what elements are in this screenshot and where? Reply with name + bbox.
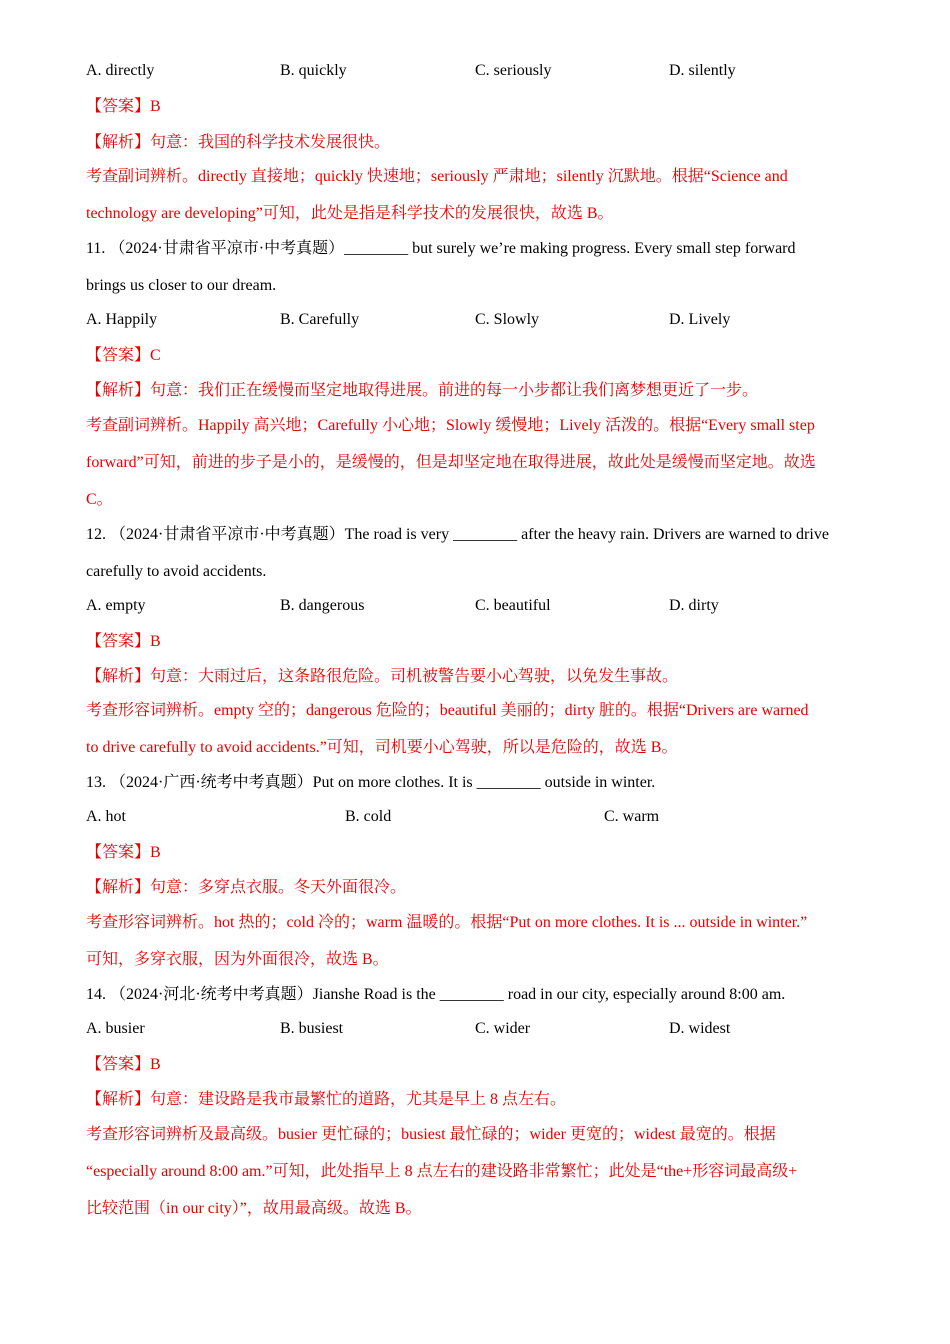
option-b: B. cold [345, 808, 392, 825]
option-c: C. warm [604, 808, 660, 825]
analysis-text: 考查形容词辨析及最高级。busier 更忙碌的；busiest 最忙碌的；wider 更宽的；widest 最宽的。根据 [86, 1126, 776, 1143]
translation-text: 【解析】句意：大雨过后，这条路很危险。司机被警告要小心驾驶，以免发生事故。 [86, 668, 679, 685]
option-d: D. silently [669, 62, 736, 79]
translation-text: 【解析】句意：我们正在缓慢而坚定地取得进展。前进的每一小步都让我们离梦想更近了一步。 [86, 382, 759, 399]
question-11-stem: brings us closer to our dream. [86, 277, 277, 294]
question-13-stem: 13. （2024·广西·统考中考真题）Put on more clothes. It is ________ outside in winter. [86, 774, 656, 791]
option-c: C. beautiful [475, 597, 551, 614]
analysis-text: forward”可知，前进的步子是小的，是缓慢的，但是却坚定地在取得进展，故此处是缓慢而坚定地。故选 [86, 454, 816, 471]
answer-label: 【答案】B [86, 1056, 161, 1073]
option-d: D. Lively [669, 311, 731, 328]
answer-label: 【答案】B [86, 633, 161, 650]
option-b: B. Carefully [280, 311, 360, 328]
answer-label: 【答案】B [86, 98, 161, 115]
analysis-text: 可知，多穿衣服，因为外面很冷，故选 B。 [86, 951, 389, 968]
analysis-text: 比较范围（in our city）”，故用最高级。故选 B。 [86, 1200, 422, 1217]
option-a: A. busier [86, 1020, 145, 1037]
option-c: C. seriously [475, 62, 552, 79]
option-c: C. Slowly [475, 311, 540, 328]
option-d: D. dirty [669, 597, 719, 614]
option-a: A. hot [86, 808, 126, 825]
translation-text: 【解析】句意：建设路是我市最繁忙的道路，尤其是早上 8 点左右。 [86, 1091, 567, 1108]
option-b: B. dangerous [280, 597, 365, 614]
option-a: A. empty [86, 597, 146, 614]
analysis-text: 考查形容词辨析。empty 空的；dangerous 危险的；beautiful 美丽的；dirty 脏的。根据“Drivers are warned [86, 702, 809, 719]
answer-label: 【答案】B [86, 844, 161, 861]
analysis-text: to drive carefully to avoid accidents.”可知，司机要小心驾驶，所以是危险的，故选 B。 [86, 739, 678, 756]
analysis-text: 考查副词辨析。directly 直接地；quickly 快速地；seriously 严肃地；silently 沉默地。根据“Science and [86, 168, 788, 185]
analysis-text: 考查形容词辨析。hot 热的；cold 冷的；warm 温暖的。根据“Put on more clothes. It is ... outside in winter.” [86, 914, 808, 931]
option-b: B. busiest [280, 1020, 344, 1037]
question-11-stem: 11. （2024·甘肃省平凉市·中考真题）________ but surely we’re making progress. Every small step forward [86, 240, 796, 257]
analysis-text: “especially around 8:00 am.”可知，此处指早上 8 点左右的建设路非常繁忙；此处是“the+形容词最高级+ [86, 1163, 798, 1180]
option-c: C. wider [475, 1020, 531, 1037]
translation-text: 【解析】句意：多穿点衣服。冬天外面很冷。 [86, 879, 407, 896]
question-12-stem: carefully to avoid accidents. [86, 563, 267, 580]
translation-text: 【解析】句意：我国的科学技术发展很快。 [86, 134, 391, 151]
option-a: A. Happily [86, 311, 158, 328]
analysis-text: C。 [86, 491, 113, 508]
option-b: B. quickly [280, 62, 347, 79]
option-d: D. widest [669, 1020, 731, 1037]
analysis-text: 考查副词辨析。Happily 高兴地；Carefully 小心地；Slowly 缓慢地；Lively 活泼的。根据“Every small step [86, 417, 815, 434]
question-12-stem: 12. （2024·甘肃省平凉市·中考真题）The road is very ________ after the heavy rain. Drivers are warned to drive [86, 526, 829, 543]
question-14-stem: 14. （2024·河北·统考中考真题）Jianshe Road is the ________ road in our city, especially around 8:00 am. [86, 986, 786, 1003]
analysis-text: technology are developing”可知，此处是指是科学技术的发展很快，故选 B。 [86, 205, 614, 222]
answer-label: 【答案】C [86, 347, 161, 364]
option-a: A. directly [86, 62, 155, 79]
